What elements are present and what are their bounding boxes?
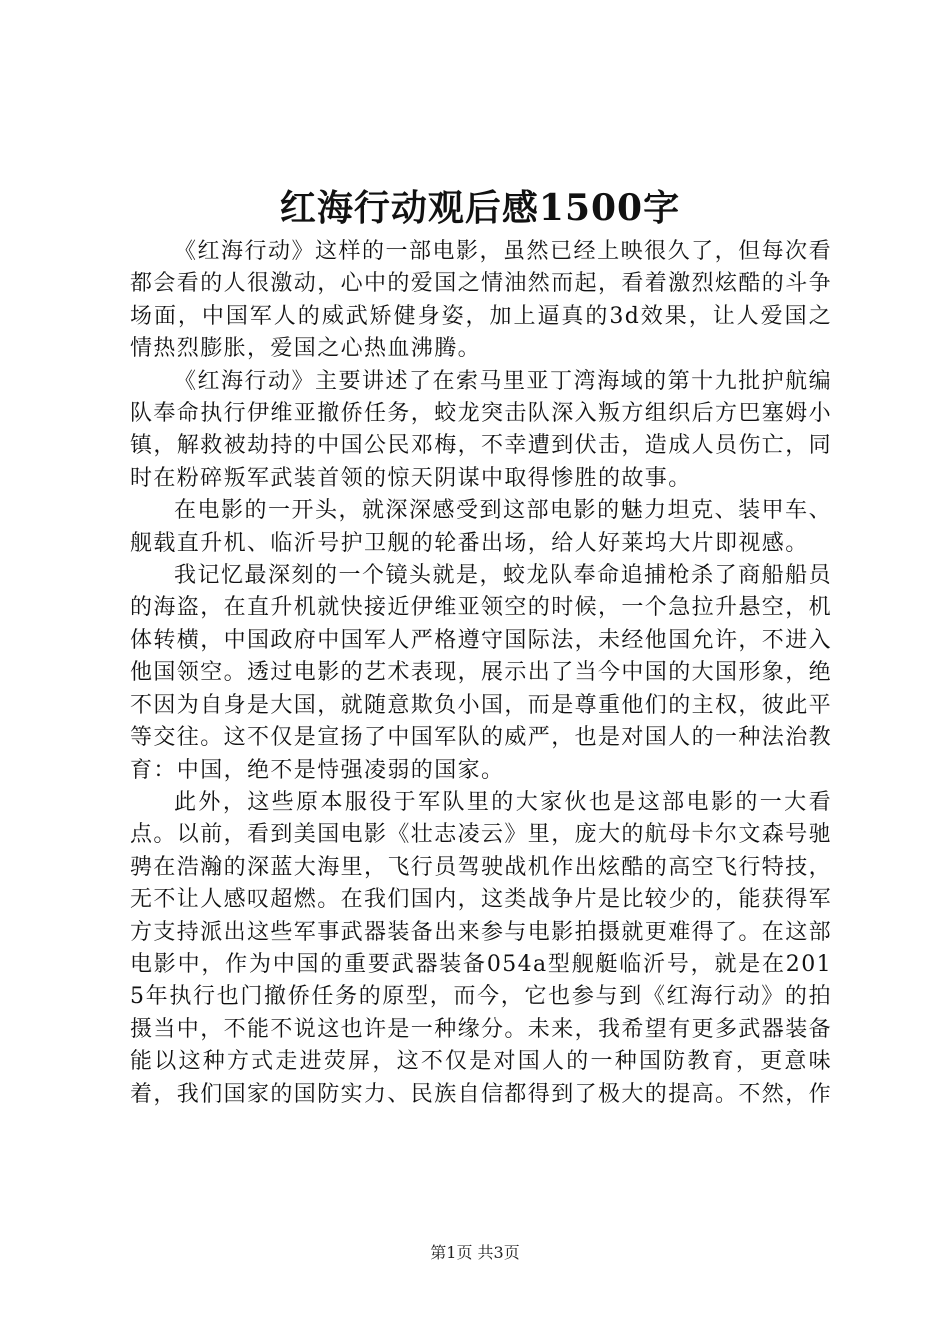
paragraph-5: 此外，这些原本服役于军队里的大家伙也是这部电影的一大看点。以前，看到美国电影《壮志凌云》里，庞大的航母卡尔文森号驰骋在浩瀚的深蓝大海里，飞行员驾驶战机作出炫酷的高空飞行特技，无不让人感叹超燃。在我们国内，这类战争片是比较少的，能获得军方支持派出这些军事武器装备出来参与电影拍摄就更难得了。在这部电影中，作为中国的重要武器装备054a型舰艇临沂号，就是在2015年执行也门撤侨任务的原型，而今，它也参与到《红海行动》的拍摄当中，不能不说这也许是一种缘分。未来，我希望有更多武器装备能以这种方式走进荧屏，这不仅是对国人的一种国防教育，更意味着，我们国家的国防实力、民族自信都得到了极大的提高。不然，作 xyxy=(130,789,833,1107)
document-body xyxy=(130,236,832,1111)
document-title: 红海行动观后感1500字 xyxy=(279,187,681,229)
page-footer: 第1页 共3页 xyxy=(430,1243,520,1262)
paragraph-3: 在电影的一开头，就深深感受到这部电影的魅力坦克、装甲车、舰载直升机、临沂号护卫舰的轮番出场，给人好莱坞大片即视感。 xyxy=(130,498,832,556)
paragraph-1: 《红海行动》这样的一部电影，虽然已经上映很久了，但每次看都会看的人很激动，心中的爱国之情油然而起，看着激烈炫酷的斗争场面，中国军人的威武矫健身姿，加上逼真的3d效果，让人爱国之情热烈膨胀，爱国之心热血沸腾。 xyxy=(130,239,833,362)
paragraph-4: 我记忆最深刻的一个镜头就是，蛟龙队奉命追捕枪杀了商船船员的海盗，在直升机就快接近伊维亚领空的时候，一个急拉升悬空，机体转横，中国政府中国军人严格遵守国际法，未经他国允许，不进入他国领空。透过电影的艺术表现，展示出了当今中国的大国形象，绝不因为自身是大国，就随意欺负小国，而是尊重他们的主权，彼此平等交往。这不仅是宣扬了中国军队的威严，也是对国人的一种法治教育：中国，绝不是恃强凌弱的国家。 xyxy=(130,563,833,783)
paragraph-2: 《红海行动》主要讲述了在索马里亚丁湾海域的第十九批护航编队奉命执行伊维亚撤侨任务，蛟龙突击队深入叛方组织后方巴塞姆小镇，解救被劫持的中国公民邓梅，不幸遭到伏击，造成人员伤亡，同时在粉碎叛军武装首领的惊天阴谋中取得惨胜的故事。 xyxy=(130,368,833,491)
